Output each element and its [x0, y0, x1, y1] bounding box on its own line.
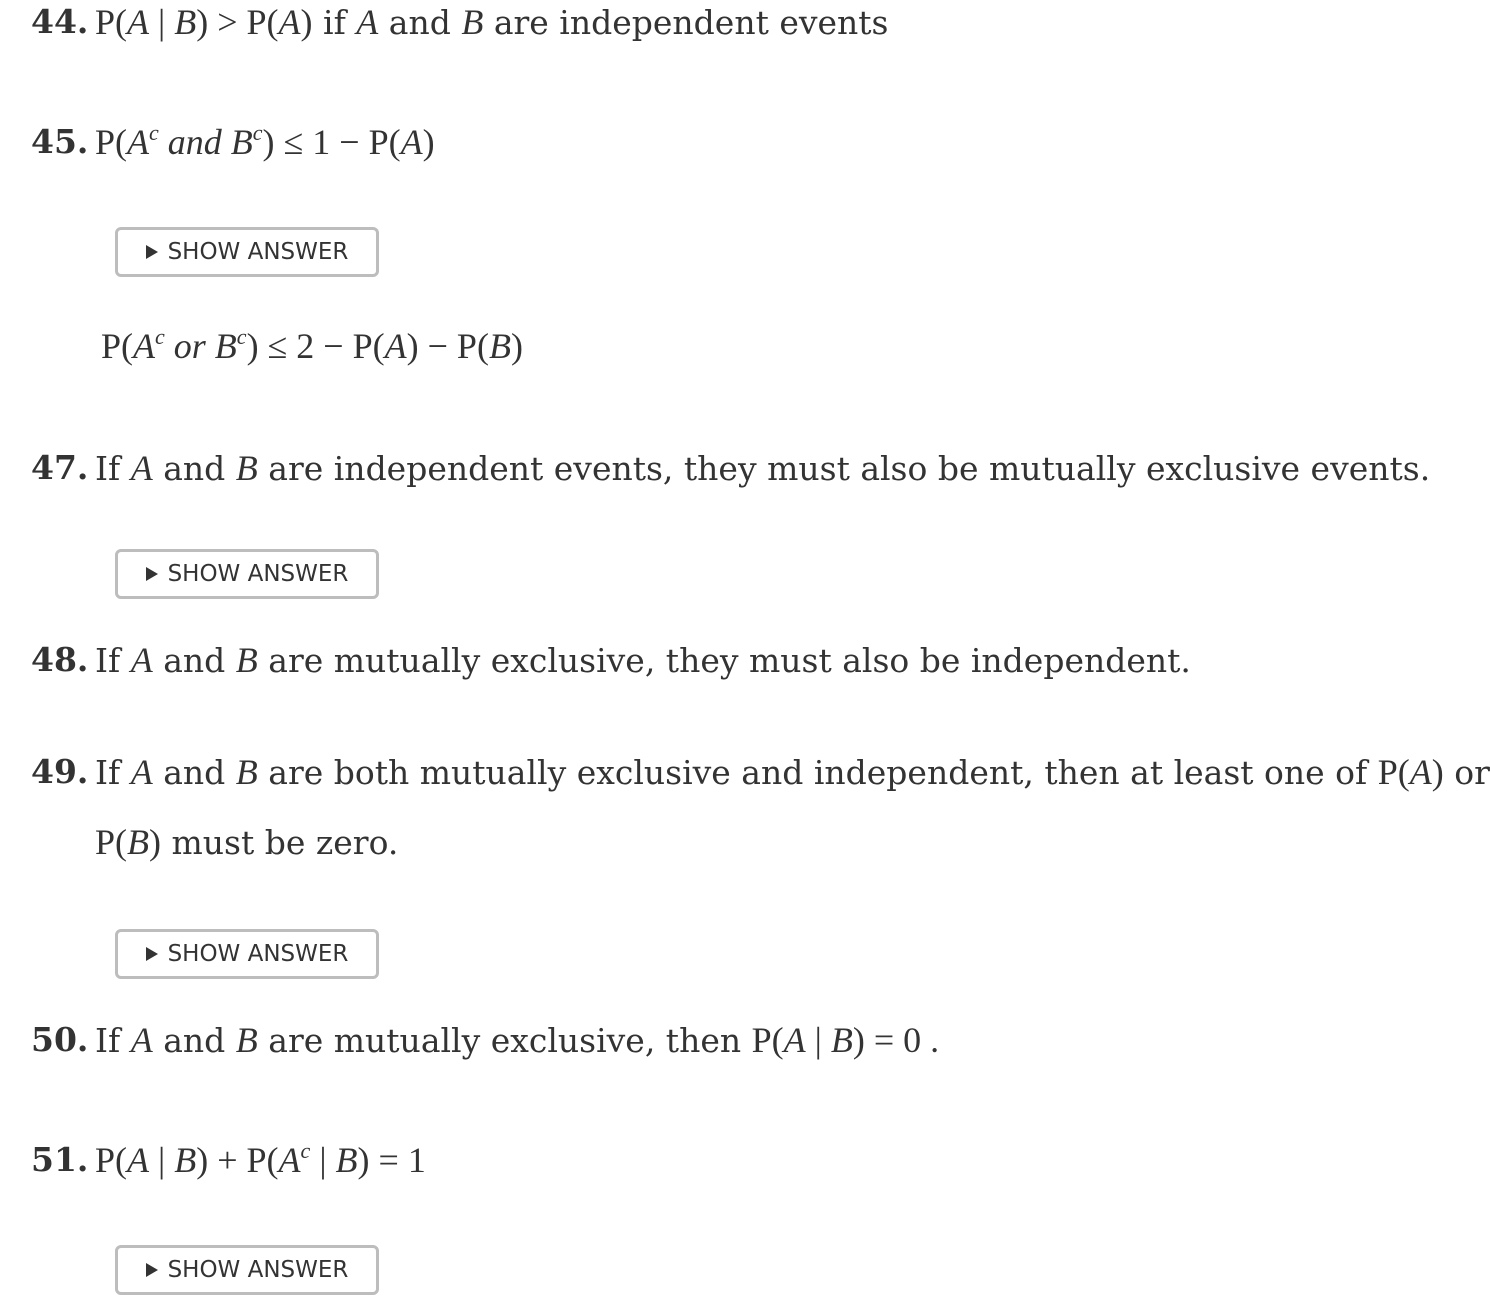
- show-answer-label: SHOW ANSWER: [167, 941, 349, 967]
- show-answer-label: SHOW ANSWER: [167, 1257, 349, 1283]
- show-answer-button[interactable]: [115, 929, 379, 979]
- play-triangle-icon: [146, 567, 158, 581]
- exercise-number: 45.: [31, 122, 89, 161]
- play-triangle-icon: [146, 947, 158, 961]
- exercise-text: If A and B are mutually exclusive, then P(A | B) = 0 .: [95, 1020, 940, 1060]
- exercise-text: If A and B are both mutually exclusive and independent, then at least one of P(A) or: [95, 752, 1490, 792]
- show-answer-button[interactable]: [115, 549, 379, 599]
- exercise-number: 50.: [31, 1020, 89, 1059]
- play-triangle-icon: [146, 1263, 158, 1277]
- exercise-number: 49.: [31, 752, 89, 791]
- show-answer-label: SHOW ANSWER: [167, 239, 349, 265]
- play-triangle-icon: [146, 245, 158, 259]
- math-expression: P(A | B) > P(A): [95, 2, 313, 42]
- math-expression: $P(A^c$ and $B^c) \le 1 - P(A)$: [95, 120, 435, 162]
- exercise-text: P(B) must be zero.: [95, 822, 399, 862]
- exercise-number: 51.: [31, 1140, 89, 1179]
- show-answer-button[interactable]: [115, 227, 379, 277]
- exercise-number: 44.: [31, 2, 89, 41]
- show-answer-label: SHOW ANSWER: [167, 561, 349, 587]
- exercise-number: 47.: [31, 448, 89, 487]
- show-answer-button[interactable]: [115, 1245, 379, 1295]
- exercise-text: If A and B are independent events, they must also be mutually exclusive events.: [95, 448, 1431, 488]
- math-expression: P(A | $B) + P(A^c$ | B) = 1: [95, 1138, 426, 1180]
- exercise-text: If A and B are mutually exclusive, they must also be independent.: [95, 640, 1191, 680]
- exercise-text: P(A | B) > P(A) if A and B are independent events: [95, 2, 889, 42]
- exercise-number: 48.: [31, 640, 89, 679]
- math-expression: $P(A^c$ or $B^c) \le 2 - P(A) - P(B)$: [101, 324, 523, 366]
